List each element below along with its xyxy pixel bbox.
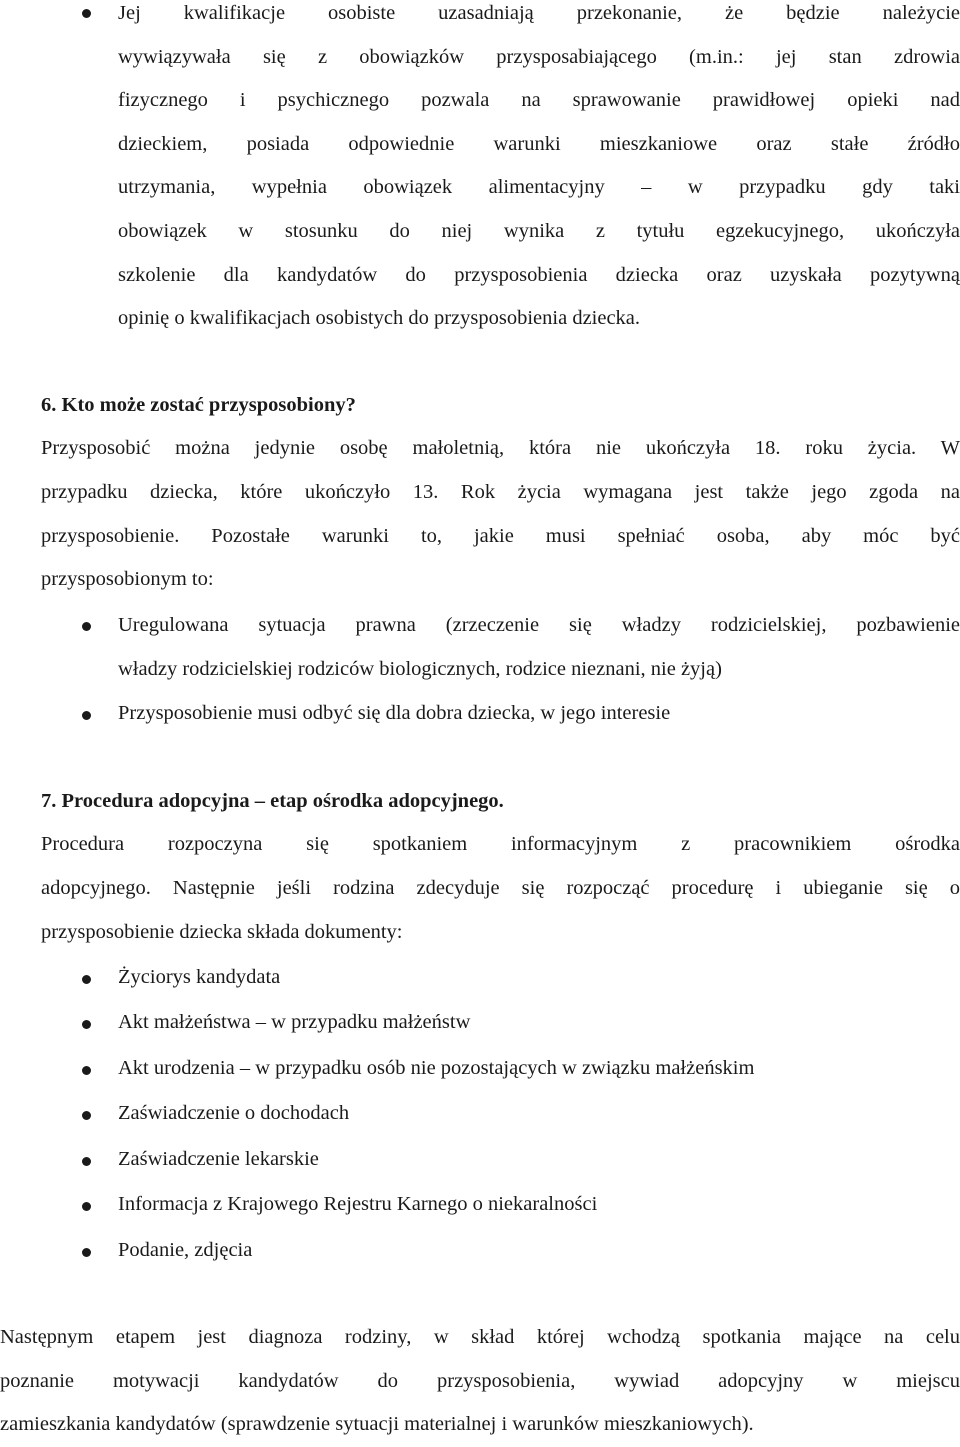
text-line: władzy rodzicielskiej rodziców biologicznych, rodzice nieznani, nie żyją) <box>118 657 722 680</box>
text-line: Uregulowana sytuacja prawna (zrzeczenie się władzy rodzicielskiej, pozbawienie <box>118 614 960 636</box>
text-line: Przysposobić można jedynie osobę małoletnią, która nie ukończyła 18. roku życia. W <box>41 437 960 459</box>
text-line: obowiązek w stosunku do niej wynika z tytułu egzekucyjnego, ukończyła <box>118 219 960 242</box>
text-line: Następnym etapem jest diagnoza rodziny, w skład której wchodzą spotkania mające na celu <box>0 1326 960 1348</box>
text-line: poznanie motywacji kandydatów do przysposobienia, wywiad adopcyjny w miejscu <box>0 1369 960 1392</box>
bullet-icon <box>82 1111 91 1120</box>
text-line: utrzymania, wypełnia obowiązek alimentacyjny – w przypadku gdy taki <box>118 176 960 199</box>
document-list-item: Akt małżeństwa – w przypadku małżeństw <box>118 1011 471 1033</box>
document-list-item: Zaświadczenie o dochodach <box>118 1102 350 1124</box>
text-line: przysposobienie dziecka składa dokumenty: <box>41 920 403 943</box>
section-7-heading: 7. Procedura adopcyjna – etap ośrodka adopcyjnego. <box>41 790 504 812</box>
document-list-item: Podanie, zdjęcia <box>118 1239 253 1261</box>
bullet-icon <box>82 711 91 720</box>
text-line: przysposobionym to: <box>41 568 214 591</box>
text-line: przysposobienie. Pozostałe warunki to, jakie musi spełniać osoba, aby móc być <box>41 524 960 547</box>
document-list-item: Życiorys kandydata <box>118 966 281 988</box>
text-line: Jej kwalifikacje osobiste uzasadniają przekonanie, że będzie należycie <box>118 2 960 24</box>
bullet-icon <box>82 9 91 18</box>
text-line: dzieckiem, posiada odpowiednie warunki mieszkaniowe oraz stałe źródło <box>118 132 960 155</box>
bullet-icon <box>82 1020 91 1029</box>
section-7-paragraph <box>41 823 960 954</box>
bullet-icon <box>82 622 91 631</box>
bullet-icon <box>82 1202 91 1211</box>
bullet-icon <box>82 1066 91 1075</box>
section-6-heading: 6. Kto może zostać przysposobiony? <box>41 394 356 416</box>
intro-bullet-paragraph <box>118 0 960 341</box>
bullet-icon <box>82 975 91 984</box>
section-6-paragraph <box>41 427 960 602</box>
text-line: opinię o kwalifikacjach osobistych do przysposobienia dziecka. <box>118 307 641 330</box>
text-line: wywiązywała się z obowiązków przysposabiającego (m.in.: jej stan zdrowia <box>118 45 960 68</box>
document-list-item: Zaświadczenie lekarskie <box>118 1148 319 1170</box>
text-line: Procedura rozpoczyna się spotkaniem informacyjnym z pracownikiem ośrodka <box>41 833 960 855</box>
bullet-icon <box>82 1157 91 1166</box>
text-line: przypadku dziecka, które ukończyło 13. Rok życia wymagana jest także jego zgoda na <box>41 480 960 503</box>
section-6-bullet-1 <box>118 604 960 691</box>
text-line: zamieszkania kandydatów (sprawdzenie sytuacji materialnej i warunków mieszkaniowych). <box>0 1413 754 1436</box>
text-line: szkolenie dla kandydatów do przysposobienia dziecka oraz uzyskała pozytywną <box>118 263 960 286</box>
document-list-item: Informacja z Krajowego Rejestru Karnego o niekaralności <box>118 1193 598 1215</box>
text-line: fizycznego i psychicznego pozwala na sprawowanie prawidłowej opieki nad <box>118 89 960 112</box>
section-6-bullet-2: Przysposobienie musi odbyć się dla dobra dziecka, w jego interesie <box>118 702 671 724</box>
document-list-item: Akt urodzenia – w przypadku osób nie pozostających w związku małżeńskim <box>118 1057 755 1079</box>
bullet-icon <box>82 1248 91 1257</box>
closing-paragraph <box>0 1316 960 1447</box>
text-line: adopcyjnego. Następnie jeśli rodzina zdecyduje się rozpocząć procedurę i ubieganie się o <box>41 876 960 899</box>
